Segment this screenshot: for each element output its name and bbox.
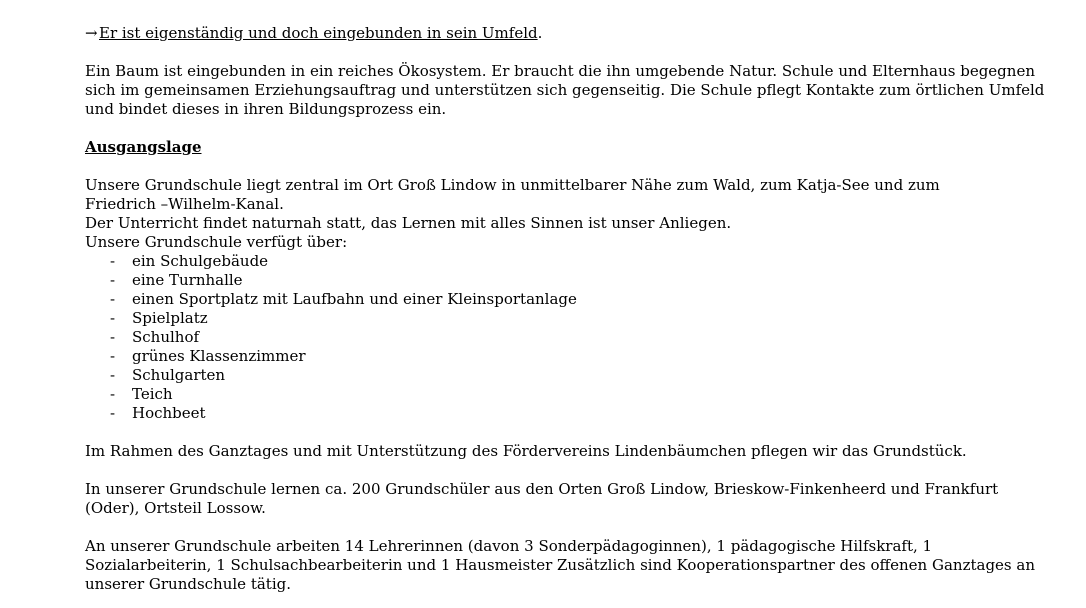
spacer [85,119,1045,138]
list-item-text: ein Schulgebäude [132,252,269,270]
spacer [85,518,1045,537]
bullet-dash: - [110,328,116,346]
section-heading-ausgangslage: Ausgangslage [85,138,202,156]
list-item-text: Schulhof [132,328,200,346]
facilities-intro: Unsere Grundschule verfügt über: [85,233,348,251]
staff-paragraph: An unserer Grundschule arbeiten 14 Lehrerinnen (davon 3 Sonderpädagoginnen), 1 pädagogische Hilfskraft, 1 Sozialarbeiterin, 1 Schulsachbearbeiterin und 1 Hausmeister Zusätzlich sind Kooperationspartner des offenen Ganztages an unserer Grundschule tätig. [85,537,1035,593]
document-page [85,24,1045,594]
list-item [85,309,1045,328]
list-item [85,252,1045,271]
arrow-right-icon: → [85,24,98,42]
list-item-text: Schulgarten [132,366,226,384]
ganztag-paragraph: Im Rahmen des Ganztages und mit Unterstützung des Fördervereins Lindenbäumchen pflegen wir das Grundstück. [85,442,967,460]
list-item [85,290,1045,309]
teaching-line: Der Unterricht findet naturnah statt, das Lernen mit alles Sinnen ist unser Anliegen. [85,214,732,232]
bullet-dash: - [110,309,116,327]
intro-paragraph: Ein Baum ist eingebunden in ein reiches Ökosystem. Er braucht die ihn umgebende Natur. Schule und Elternhaus begegnen sich im gemeinsamen Erziehungsauftrag und unterstützen sich gegenseitig. Die Schule pflegt Kontakte zum örtlichen Umfeld und bindet dieses in ihren Bildungsprozess ein. [85,62,1045,118]
bullet-dash: - [110,366,116,384]
bullet-dash: - [110,347,116,365]
list-item [85,328,1045,347]
list-item-text: grünes Klassenzimmer [132,347,306,365]
list-item-text: einen Sportplatz mit Laufbahn und einer Kleinsportanlage [132,290,577,308]
list-item-text: Hochbeet [132,404,206,422]
list-item [85,271,1045,290]
bullet-dash: - [110,252,116,270]
intro-line [85,24,1045,43]
list-item [85,385,1045,404]
location-line-1: Unsere Grundschule liegt zentral im Ort Groß Lindow in unmittelbarer Nähe zum Wald, zum Katja-See und zum [85,176,940,194]
intro-line-text: Er ist eigenständig und doch eingebunden in sein Umfeld [99,24,538,42]
list-item [85,404,1045,423]
spacer [85,157,1045,176]
spacer [85,43,1045,62]
location-line-2: Friedrich –Wilhelm-Kanal. [85,195,284,213]
list-item-text: Teich [132,385,173,403]
bullet-dash: - [110,404,116,422]
bullet-dash: - [110,290,116,308]
list-item-text: Spielplatz [132,309,208,327]
intro-line-period: . [537,24,543,42]
list-item-text: eine Turnhalle [132,271,243,289]
list-item [85,347,1045,366]
spacer [85,423,1045,442]
bullet-dash: - [110,385,116,403]
list-item [85,366,1045,385]
bullet-dash: - [110,271,116,289]
pupils-paragraph: In unserer Grundschule lernen ca. 200 Grundschüler aus den Orten Groß Lindow, Brieskow-Finkenheerd und Frankfurt (Oder), Ortsteil Lossow. [85,480,999,517]
facilities-list [85,252,1045,423]
spacer [85,461,1045,480]
